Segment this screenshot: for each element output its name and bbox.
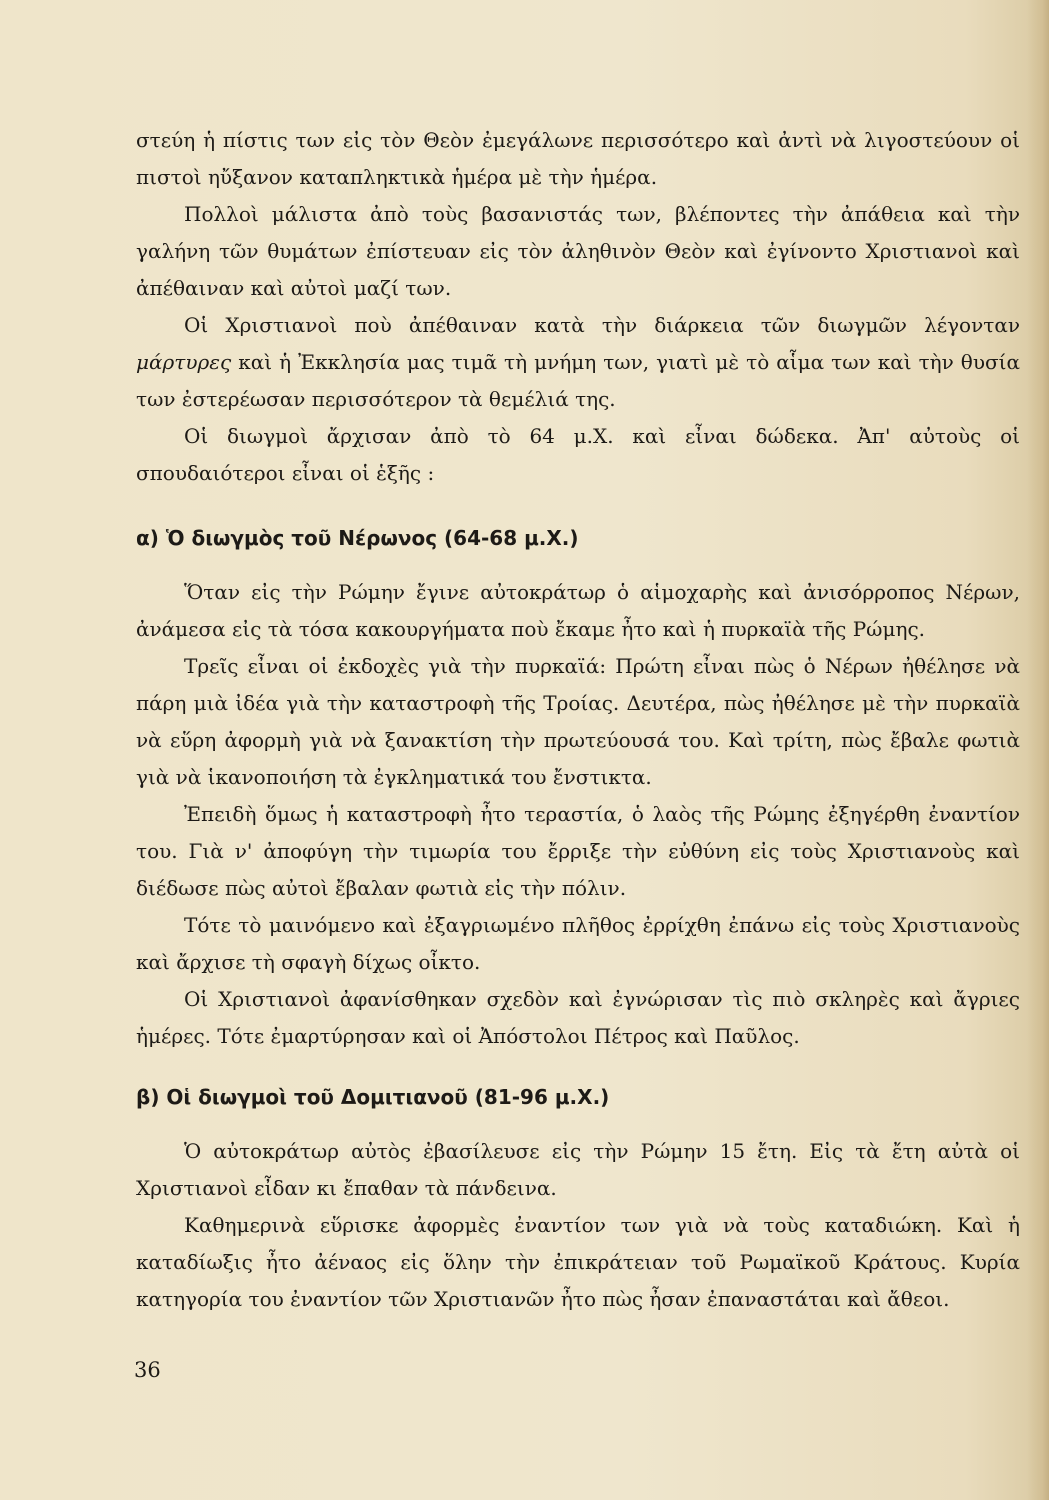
page-content xyxy=(136,122,1020,1318)
paragraph-torturers: Πολλοὶ μάλιστα ἀπὸ τοὺς βασανιστάς των, βλέποντες τὴν ἀπάθεια καὶ τὴν γαλήνη τῶν θυμάτων ἐπίστευαν εἰς τὸν ἀληθινὸν Θεὸν καὶ ἐγίνοντο Χριστιανοὶ καὶ ἀπέθαιναν καὶ αὐτοὶ μαζί των. xyxy=(136,202,1020,300)
page-edge xyxy=(1027,0,1049,1500)
paragraph-nero-1: Ὅταν εἰς τὴν Ρώμην ἔγινε αὐτοκράτωρ ὁ αἱμοχαρὴς καὶ ἀνισόρροπος Νέρων, ἀνάμεσα εἰς τὰ τόσα κακουργήματα ποὺ ἔκαμε ἦτο καὶ ἡ πυρκαϊὰ τῆς Ρώμης. xyxy=(136,580,1020,641)
martyrs-text-start: Οἱ Χριστιανοὶ ποὺ ἀπέθαιναν κατὰ τὴν διάρκεια τῶν διωγμῶν λέγονταν xyxy=(184,313,1020,337)
page-number: 36 xyxy=(134,1358,161,1382)
paragraph-nero-4: Τότε τὸ μαινόμενο καὶ ἐξαγριωμένο πλῆθος ἐρρίχθη ἐπάνω εἰς τοὺς Χριστιανοὺς καὶ ἄρχισε τὴ σφαγὴ δίχως οἶκτο. xyxy=(136,913,1020,974)
paragraph-domitian-2: Καθημερινὰ εὕρισκε ἀφορμὲς ἐναντίον των γιὰ νὰ τοὺς καταδιώκη. Καὶ ἡ καταδίωξις ἦτο ἀέναος εἰς ὅλην τὴν ἐπικράτειαν τοῦ Ρωμαϊκοῦ Κράτους. Κυρία κατηγορία του ἐναντίον τῶν Χριστιανῶν ἦτο πὼς ἦσαν ἐπαναστάται καὶ ἄθεοι. xyxy=(136,1213,1020,1311)
paragraph-domitian-1: Ὁ αὐτοκράτωρ αὐτὸς ἐβασίλευσε εἰς τὴν Ρώμην 15 ἔτη. Εἰς τὰ ἔτη αὐτὰ οἱ Χριστιανοὶ εἶδαν κι ἔπαθαν τὰ πάνδεινα. xyxy=(136,1139,1020,1200)
paragraph-continuation: στεύη ἡ πίστις των εἰς τὸν Θεὸν ἐμεγάλωνε περισσότερο καὶ ἀντὶ νὰ λιγοστεύουν οἱ πιστοὶ ηὔξανον καταπληκτικὰ ἡμέρα μὲ τὴν ἡμέρα. xyxy=(136,128,1020,189)
paragraph-martyrs xyxy=(136,307,1020,418)
martyrs-text-end: καὶ ἡ Ἐκκλησία μας τιμᾶ τὴ μνήμη των, γιατὶ μὲ τὸ αἷμα των καὶ τὴν θυσία των ἐστερέωσαν περισσότερον τὰ θεμέλιά της. xyxy=(136,350,1020,411)
paragraph-persecutions-count: Οἱ διωγμοὶ ἄρχισαν ἀπὸ τὸ 64 μ.Χ. καὶ εἶναι δώδεκα. Ἀπ' αὐτοὺς οἱ σπουδαιότεροι εἶναι οἱ ἑξῆς : xyxy=(136,424,1020,485)
section-heading-domitian: β) Οἱ διωγμοὶ τοῦ Δομιτιανοῦ (81-96 μ.Χ.) xyxy=(136,1085,610,1109)
paragraph-nero-3: Ἐπειδὴ ὅμως ἡ καταστροφὴ ἦτο τεραστία, ὁ λαὸς τῆς Ρώμης ἐξηγέρθη ἐναντίον του. Γιὰ ν' ἀποφύγη τὴν τιμωρία του ἔρριξε τὴν εὐθύνη εἰς τοὺς Χριστιανοὺς καὶ διέδωσε πὼς αὐτοὶ ἔβαλαν φωτιὰ εἰς τὴν πόλιν. xyxy=(136,802,1020,900)
paragraph-nero-5: Οἱ Χριστιανοὶ ἀφανίσθηκαν σχεδὸν καὶ ἐγνώρισαν τὶς πιὸ σκληρὲς καὶ ἄγριες ἡμέρες. Τότε ἐμαρτύρησαν καὶ οἱ Ἀπόστολοι Πέτρος καὶ Παῦλος. xyxy=(136,987,1020,1048)
martyrs-term: μάρτυρες xyxy=(136,350,232,374)
section-heading-nero: α) Ὁ διωγμὸς τοῦ Νέρωνος (64-68 μ.Χ.) xyxy=(136,526,579,550)
paragraph-nero-2: Τρεῖς εἶναι οἱ ἐκδοχὲς γιὰ τὴν πυρκαϊά: Πρώτη εἶναι πὼς ὁ Νέρων ἠθέλησε νὰ πάρη μιὰ ἰδέα γιὰ τὴν καταστροφὴ τῆς Τροίας. Δευτέρα, πὼς ἠθέλησε μὲ τὴν πυρκαϊὰ νὰ εὕρη ἀφορμὴ γιὰ νὰ ξανακτίση τὴν πρωτεύουσά του. Καὶ τρίτη, πὼς ἔβαλε φωτιὰ γιὰ νὰ ἱκανοποιήση τὰ ἐγκληματικά του ἔνστικτα. xyxy=(136,654,1020,789)
